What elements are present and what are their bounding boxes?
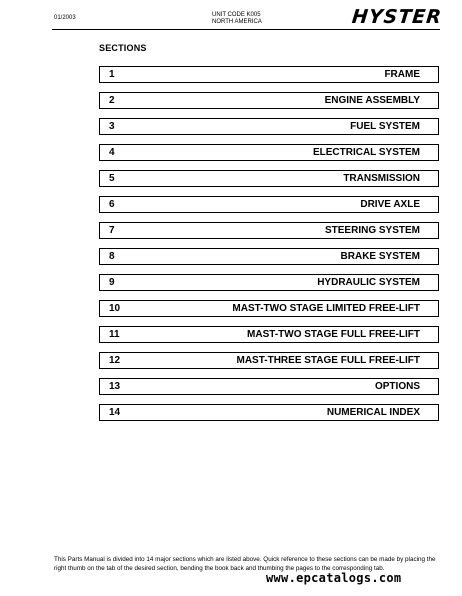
section-tab[interactable] bbox=[99, 222, 439, 239]
section-title: TRANSMISSION bbox=[343, 173, 420, 184]
header-divider bbox=[52, 29, 440, 30]
section-title: ENGINE ASSEMBLY bbox=[324, 95, 420, 106]
section-title: HYDRAULIC SYSTEM bbox=[317, 277, 420, 288]
section-title: STEERING SYSTEM bbox=[324, 225, 420, 236]
section-title: FRAME bbox=[384, 69, 420, 80]
section-number: 3 bbox=[109, 121, 115, 132]
section-tab[interactable] bbox=[99, 378, 439, 395]
unit-code-label: UNIT CODE K005 bbox=[212, 12, 261, 18]
section-title: ELECTRICAL SYSTEM bbox=[312, 147, 420, 158]
section-number: 13 bbox=[109, 381, 121, 392]
section-tab[interactable] bbox=[99, 326, 439, 343]
section-tab[interactable] bbox=[99, 66, 439, 83]
watermark: www.epcatalogs.com bbox=[266, 571, 402, 585]
intro-paragraph: This Parts Manual is divided into 14 major sections which are listed above. Quick reference to these sections can be made by placing the right thumb on the tab of the desired section, bending the book back and thumbing the pages to the corresponding tab. bbox=[54, 556, 436, 572]
section-number: 2 bbox=[109, 95, 115, 106]
section-tab[interactable] bbox=[99, 170, 439, 187]
section-title: MAST-TWO STAGE LIMITED FREE-LIFT bbox=[232, 303, 420, 314]
sections-heading: SECTIONS bbox=[99, 43, 147, 53]
section-tab[interactable] bbox=[99, 300, 439, 317]
section-tab[interactable] bbox=[99, 144, 439, 161]
section-number: 10 bbox=[109, 303, 121, 314]
section-tab[interactable] bbox=[99, 352, 439, 369]
section-title: MAST-TWO STAGE FULL FREE-LIFT bbox=[247, 329, 420, 340]
section-tab[interactable] bbox=[99, 274, 439, 291]
section-tab[interactable] bbox=[99, 92, 439, 109]
section-list bbox=[99, 66, 439, 430]
region-label: NORTH AMERICA bbox=[212, 19, 262, 25]
section-number: 1 bbox=[109, 69, 115, 80]
section-title: OPTIONS bbox=[374, 381, 420, 392]
section-title: MAST-THREE STAGE FULL FREE-LIFT bbox=[236, 355, 420, 366]
section-number: 6 bbox=[109, 199, 115, 210]
section-tab[interactable] bbox=[99, 404, 439, 421]
section-tab[interactable] bbox=[99, 196, 439, 213]
section-number: 5 bbox=[109, 173, 115, 184]
section-title: DRIVE AXLE bbox=[360, 199, 420, 210]
section-title: FUEL SYSTEM bbox=[350, 121, 420, 132]
section-number: 4 bbox=[109, 147, 115, 158]
unit-code-block bbox=[212, 12, 262, 26]
section-number: 9 bbox=[109, 277, 115, 288]
section-number: 8 bbox=[109, 251, 115, 262]
section-title: NUMERICAL INDEX bbox=[326, 407, 420, 418]
section-number: 14 bbox=[109, 407, 121, 418]
hyster-logo: HYSTER bbox=[350, 6, 444, 28]
date-label: 01/2003 bbox=[54, 15, 76, 21]
section-number: 11 bbox=[109, 329, 120, 340]
section-number: 12 bbox=[109, 355, 121, 366]
section-tab[interactable] bbox=[99, 248, 439, 265]
section-number: 7 bbox=[109, 225, 115, 236]
section-title: BRAKE SYSTEM bbox=[340, 251, 420, 262]
section-tab[interactable] bbox=[99, 118, 439, 135]
